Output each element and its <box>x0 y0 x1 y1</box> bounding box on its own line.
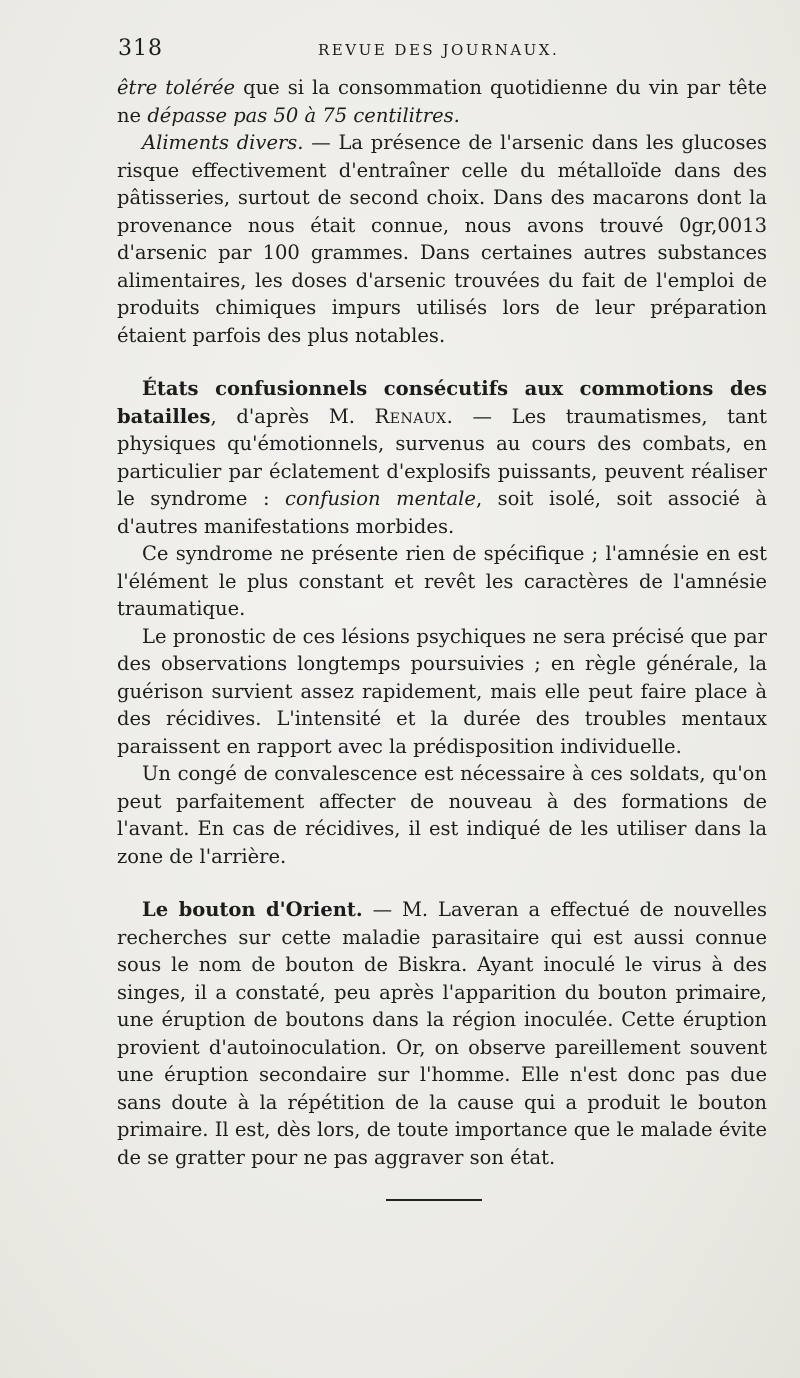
italic-phrase: être tolérée <box>117 76 236 99</box>
article-body <box>117 74 767 1171</box>
bouton-paragraph <box>117 896 767 1171</box>
etats-paragraph-3: Le pronostic de ces lésions psychiques ne sera précisé que par des observations longtemps poursuivies ; en règle générale, la guérison survient assez rapidement, mais elle peut faire place à des récidives. L'intensité et la durée des troubles mentaux paraissent en rapport avec la prédisposition individuelle. <box>117 624 767 758</box>
text-run: que si la consommation quotidienne du vin par tête ne <box>117 76 767 127</box>
text-run: , d'après M. <box>210 404 375 428</box>
italic-phrase: confusion mentale <box>285 487 476 510</box>
page-number: 318 <box>118 36 163 61</box>
etats-paragraph-2: Ce syndrome ne présente rien de spécifique ; l'amnésie en est l'élément le plus constant et revêt les caractères de l'amnésie traumatique. <box>117 542 767 620</box>
section-title-bouton: Le bouton d'Orient. <box>142 898 363 921</box>
italic-phrase: dépasse pas 50 à 75 centilitres. <box>147 103 460 127</box>
bouton-text: — M. Laveran a effectué de nouvelles recherches sur cette maladie parasitaire qui est aussi connue sous le nom de bouton de Biskra. Ayant inoculé le virus à des singes, il a constaté, peu après l'apparition du bouton primaire, une éruption de boutons dans la région inoculée. Cette éruption provient d'autoinoculation. Or, on observe pareillement souvent une éruption secondaire sur l'homme. Elle n'est donc pas due sans doute à la répétition de la cause qui a produit le bouton primaire. Il est, dès lors, de toute importance que le malade évite de se gratter pour ne pas aggraver son état. <box>117 898 767 1169</box>
etats-paragraph-1 <box>117 375 767 540</box>
aliments-label: Aliments divers. <box>142 131 304 154</box>
author-name: Renaux <box>374 404 447 428</box>
page-header <box>118 36 750 66</box>
etats-paragraph-4: Un congé de convalescence est nécessaire à ces soldats, qu'on peut parfaitement affecter de nouveau à des formations de l'avant. En cas de récidives, il est indiqué de les utiliser dans la zone de l'arrière. <box>117 762 767 868</box>
running-head: REVUE DES JOURNAUX. <box>318 41 560 59</box>
text-run: . — Les traumatismes, tant physiques qu'émotionnels, survenus au cours des combats, en particulier par éclatement d'explosifs puissants, peuvent réaliser le syndrome : <box>117 404 768 510</box>
aliments-text: — La présence de l'arsenic dans les glucoses risque effectivement d'entraîner celle du métalloïde dans des pâtisseries, surtout de second choix. Dans des macarons dont la provenance nous était connue, nous avons trouvé 0gr,0013 d'arsenic par 100 grammes. Dans certaines autres substances alimentaires, les doses d'arsenic trouvées du fait de l'emploi de produits chimiques impurs utilisés lors de leur préparation étaient parfois des plus notables. <box>117 131 767 347</box>
text-run: , soit isolé, soit associé à d'autres manifestations morbides. <box>117 487 767 538</box>
end-rule <box>386 1199 482 1201</box>
aliments-paragraph <box>117 129 767 349</box>
continuation-paragraph <box>117 74 767 129</box>
section-title-etats: États confusionnels consécutifs aux commotions des batailles <box>117 377 767 428</box>
section-gap <box>117 349 767 375</box>
section-gap <box>117 870 767 896</box>
